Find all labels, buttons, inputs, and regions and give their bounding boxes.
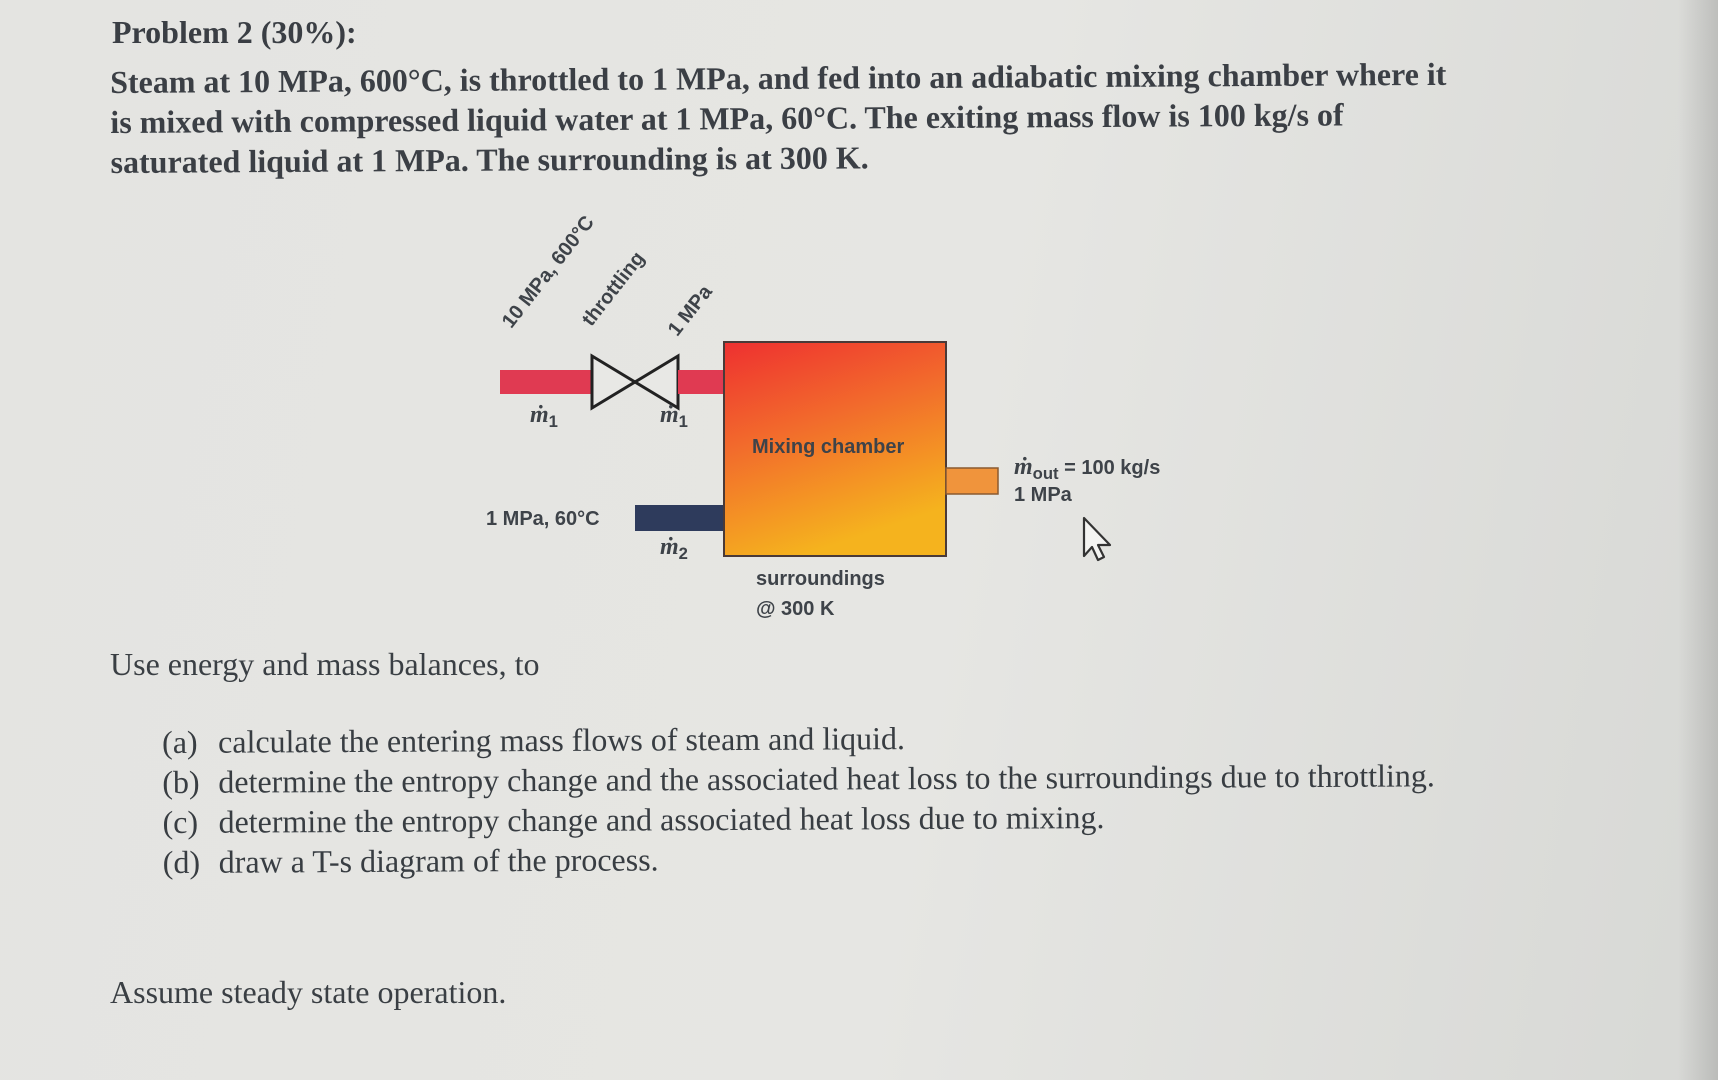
task-marker: (a) [162, 723, 198, 760]
mixing-chamber-label: Mixing chamber [752, 436, 905, 458]
task-text: calculate the entering mass flows of steam and liquid. [218, 720, 906, 760]
mass-flow-subscript: out [1032, 464, 1059, 483]
outlet-mass-flow [1014, 454, 1160, 484]
steam-mass-flow-after [660, 402, 688, 432]
surroundings-label: surroundings [756, 568, 885, 590]
task-text: draw a T-s diagram of the process. [218, 841, 659, 880]
mouse-pointer-icon [1084, 518, 1110, 560]
outlet-pipe [946, 468, 998, 494]
task-marker: (b) [162, 763, 200, 800]
process-diagram [470, 211, 1230, 630]
mass-flow-symbol: ṁ [1014, 454, 1033, 480]
task-text: determine the entropy change and associated heat loss due to mixing. [218, 799, 1105, 840]
statement-line: saturated liquid at 1 MPa. The surrounding is at 300 K. [110, 139, 869, 180]
liquid-state-label: 1 MPa, 60°C [486, 508, 600, 530]
task-marker: (c) [162, 803, 199, 840]
outlet-flow-value: = 100 kg/s [1064, 457, 1161, 479]
mass-flow-subscript: 1 [678, 412, 688, 431]
instructions-text: Use energy and mass balances, to [110, 646, 540, 682]
liquid-mass-flow [660, 534, 688, 564]
mass-flow-symbol: ṁ [660, 534, 679, 560]
outlet-pressure-label: 1 MPa [1014, 484, 1072, 506]
surroundings-temp-label: @ 300 K [756, 598, 835, 620]
page-edge-shadow [1678, 0, 1718, 1080]
assumption-text: Assume steady state operation. [110, 974, 507, 1010]
steam-mass-flow-in [530, 402, 558, 432]
mass-flow-symbol: ṁ [660, 402, 679, 428]
task-list [162, 715, 1483, 882]
task-item [162, 715, 1482, 762]
task-item [162, 795, 1482, 842]
mass-flow-symbol: ṁ [530, 402, 549, 428]
throttling-valve-icon [592, 356, 678, 408]
throttled-pressure-label: 1 MPa [663, 281, 717, 341]
task-marker: (d) [162, 843, 201, 880]
statement-line: Steam at 10 MPa, 600°C, is throttled to 1 MPa, and fed into an adiabatic mixing chamber where it [110, 55, 1447, 100]
throttling-label: throttling [577, 247, 650, 331]
task-item [163, 835, 1483, 882]
mass-flow-subscript: 1 [548, 412, 558, 431]
problem-title: Problem 2 (30%): [112, 14, 357, 50]
mass-flow-subscript: 2 [678, 544, 688, 563]
task-item [162, 755, 1482, 802]
inlet-state-label: 10 MPa, 600°C [497, 211, 599, 333]
task-text: determine the entropy change and the associated heat loss to the surroundings due to throttling. [218, 757, 1435, 800]
statement-line: is mixed with compressed liquid water at 1 MPa, 60°C. The exiting mass flow is 100 kg/s of [110, 96, 1344, 140]
problem-statement [110, 53, 1511, 182]
